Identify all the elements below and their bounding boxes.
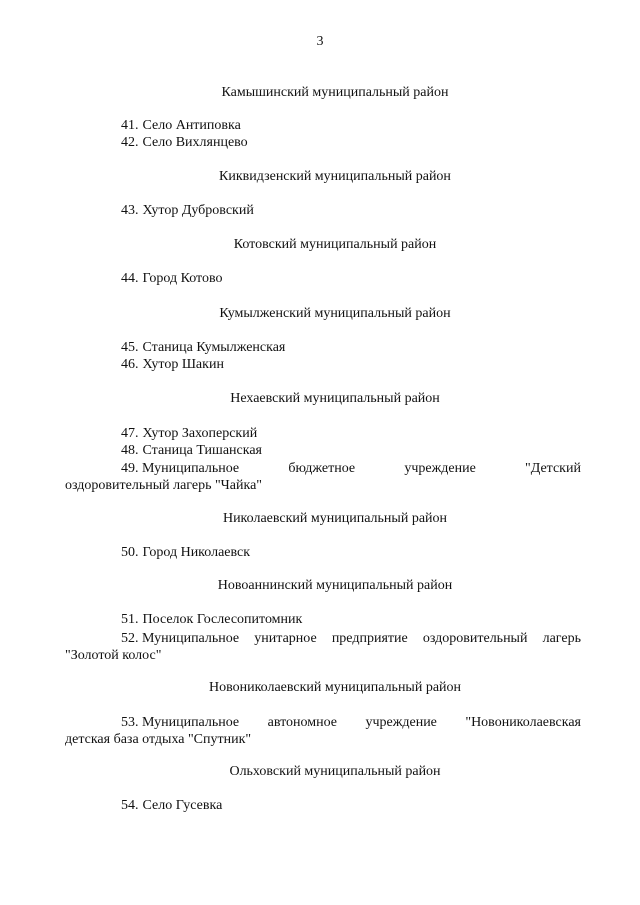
item-number: 51. bbox=[121, 612, 139, 627]
paragraph-second-line: "Золотой колос" bbox=[65, 648, 162, 663]
list-item bbox=[121, 612, 302, 628]
paragraph-word: оздоровительный bbox=[422, 631, 528, 646]
list-item bbox=[121, 340, 285, 356]
list-item-paragraph bbox=[65, 460, 581, 494]
item-text: Поселок Гослесопитомник bbox=[142, 612, 303, 627]
list-item-paragraph bbox=[65, 714, 581, 748]
paragraph-word: 52. Муниципальное bbox=[121, 631, 240, 646]
paragraph-word: бюджетное bbox=[288, 461, 356, 476]
paragraph-first-line bbox=[65, 630, 581, 647]
item-number: 41. bbox=[121, 118, 139, 133]
item-text: Село Вихлянцево bbox=[142, 135, 248, 150]
item-number: 54. bbox=[121, 798, 139, 813]
paragraph-word: "Новониколаевская bbox=[465, 715, 581, 730]
item-text: Село Гусевка bbox=[142, 798, 223, 813]
list-item bbox=[121, 118, 241, 134]
item-number: 46. bbox=[121, 357, 139, 372]
paragraph-word: лагерь bbox=[542, 631, 581, 646]
district-heading: Новоаннинский муниципальный район bbox=[217, 578, 453, 593]
district-heading: Киквидзенский муниципальный район bbox=[219, 169, 451, 184]
item-text: Хутор Шакин bbox=[142, 357, 224, 372]
list-item bbox=[121, 798, 222, 814]
item-text: Город Котово bbox=[142, 271, 223, 286]
district-heading: Ольховский муниципальный район bbox=[229, 764, 441, 779]
paragraph-second-line: оздоровительный лагерь "Чайка" bbox=[65, 478, 262, 493]
list-item bbox=[121, 135, 248, 151]
item-number: 48. bbox=[121, 443, 139, 458]
list-item bbox=[121, 271, 223, 287]
list-item bbox=[121, 426, 257, 442]
paragraph-second-line: детская база отдыха "Спутник" bbox=[65, 732, 252, 747]
item-number: 50. bbox=[121, 545, 139, 560]
paragraph-word: учреждение bbox=[404, 461, 476, 476]
item-number: 43. bbox=[121, 203, 139, 218]
item-number: 53. bbox=[121, 715, 139, 730]
district-heading: Камышинский муниципальный район bbox=[221, 85, 449, 100]
list-item bbox=[121, 443, 262, 459]
item-number: 47. bbox=[121, 426, 139, 441]
item-text: Город Николаевск bbox=[142, 545, 251, 560]
district-heading: Нехаевский муниципальный район bbox=[230, 391, 440, 406]
district-heading: Котовский муниципальный район bbox=[233, 237, 437, 252]
item-number: 44. bbox=[121, 271, 139, 286]
item-number: 45. bbox=[121, 340, 139, 355]
paragraph-word: предприятие bbox=[331, 631, 408, 646]
item-text: Станица Тишанская bbox=[142, 443, 262, 458]
paragraph-first-line bbox=[65, 714, 581, 731]
item-number: 42. bbox=[121, 135, 139, 150]
item-number: 52. bbox=[121, 631, 139, 646]
item-number: 49. bbox=[121, 461, 139, 476]
paragraph-word: унитарное bbox=[254, 631, 317, 646]
paragraph-word: учреждение bbox=[365, 715, 437, 730]
paragraph-word: 53. Муниципальное bbox=[121, 715, 240, 730]
page-number: 3 bbox=[316, 34, 324, 49]
list-item bbox=[121, 203, 254, 219]
list-item bbox=[121, 545, 250, 561]
paragraph-word: "Детский bbox=[525, 461, 581, 476]
list-item bbox=[121, 357, 224, 373]
item-text: Хутор Дубровский bbox=[142, 203, 254, 218]
list-item-paragraph bbox=[65, 630, 581, 664]
item-text: Хутор Захоперский bbox=[142, 426, 258, 441]
district-heading: Кумылженский муниципальный район bbox=[219, 306, 451, 321]
district-heading: Новониколаевский муниципальный район bbox=[208, 680, 462, 695]
paragraph-word: автономное bbox=[267, 715, 337, 730]
item-text: Станица Кумылженская bbox=[142, 340, 286, 355]
district-heading: Николаевский муниципальный район bbox=[222, 511, 448, 526]
paragraph-word: 49. Муниципальное bbox=[121, 461, 240, 476]
paragraph-first-line bbox=[65, 460, 581, 477]
item-text: Село Антиповка bbox=[142, 118, 241, 133]
